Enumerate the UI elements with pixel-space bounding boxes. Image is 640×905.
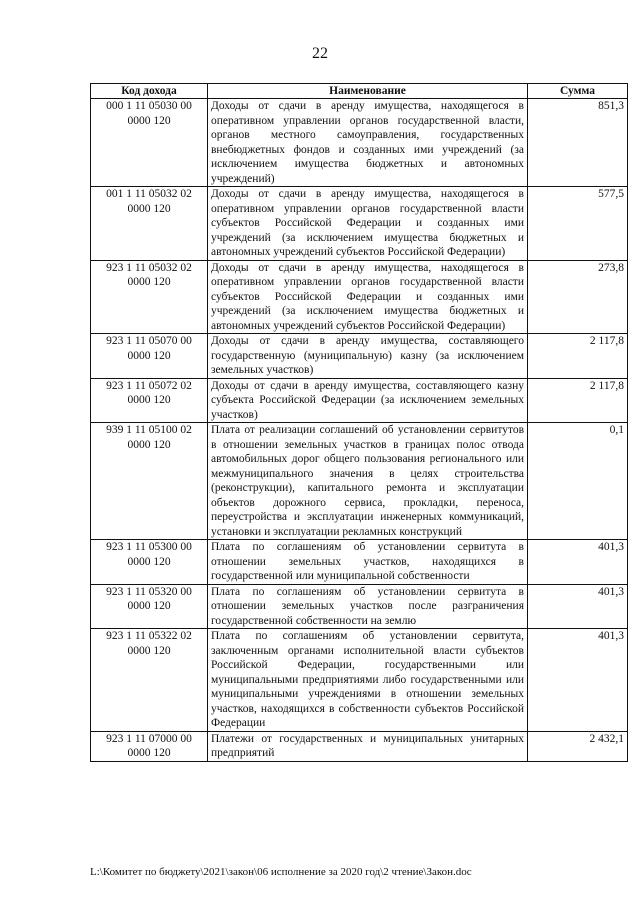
revenue-sum-cell: 401,3 (528, 584, 628, 629)
revenue-name-cell: Плата по соглашениям об установлении сервитута, заключенным органами исполнительной власти субъектов Российской Федерации, государственными или муниципальными предприятиями либо государственными или муниципальными учреждениями в отношении земельных участков, находящихся в собственности субъектов Российской Федерации (208, 629, 528, 732)
revenue-name-cell: Плата от реализации соглашений об установлении сервитутов в отношении земельных участков в границах полос отвода автомобильных дорог общего пользования регионального или межмуниципального значения в целях строительства (реконструкции), капитального ремонта и эксплуатации объектов дорожного сервиса, прокладки, переноса, переустройства и эксплуатации инженерных коммуникаций, установки и эксплуатации рекламных конструкций (208, 423, 528, 540)
revenue-sum-cell: 2 117,8 (528, 334, 628, 379)
revenue-name-cell: Доходы от сдачи в аренду имущества, составляющего государственную (муниципальную) казну (за исключением земельных участков) (208, 334, 528, 379)
revenue-name-cell: Доходы от сдачи в аренду имущества, составляющего казну субъекта Российской Федерации (за исключением земельных участков) (208, 378, 528, 423)
header-sum: Сумма (528, 84, 628, 99)
table-row (91, 334, 628, 379)
revenue-code-cell: 923 1 11 05070 00 0000 120 (91, 334, 208, 379)
table-row (91, 584, 628, 629)
revenue-sum-cell: 0,1 (528, 423, 628, 540)
table-row (91, 99, 628, 187)
header-name: Наименование (208, 84, 528, 99)
revenue-sum-cell: 401,3 (528, 629, 628, 732)
table-row (91, 423, 628, 540)
page-number: 22 (312, 45, 328, 62)
table-row (91, 540, 628, 585)
revenue-table (90, 83, 628, 762)
revenue-code-cell: 923 1 11 05322 02 0000 120 (91, 629, 208, 732)
table-header-row (91, 84, 628, 99)
revenue-name-cell: Плата по соглашениям об установлении сервитута в отношении земельных участков после разграничения государственной собственности на землю (208, 584, 528, 629)
footer-file-path: L:\Комитет по бюджету\2021\закон\06 исполнение за 2020 год\2 чтение\Закон.doc (90, 866, 472, 878)
header-code: Код дохода (91, 84, 208, 99)
revenue-sum-cell: 2 432,1 (528, 731, 628, 761)
revenue-name-cell: Платежи от государственных и муниципальных унитарных предприятий (208, 731, 528, 761)
revenue-name-cell: Плата по соглашениям об установлении сервитута в отношении земельных участков, находящихся в государственной или муниципальной собственности (208, 540, 528, 585)
revenue-name-cell: Доходы от сдачи в аренду имущества, находящегося в оперативном управлении органов государственной власти субъектов Российской Федерации и созданных ими учреждений (за исключением имущества бюджетных и автономных учреждений субъектов Российской Федерации) (208, 187, 528, 261)
revenue-sum-cell: 2 117,8 (528, 378, 628, 423)
revenue-code-cell: 923 1 11 05300 00 0000 120 (91, 540, 208, 585)
revenue-sum-cell: 851,3 (528, 99, 628, 187)
revenue-code-cell: 939 1 11 05100 02 0000 120 (91, 423, 208, 540)
table-row (91, 378, 628, 423)
revenue-name-cell: Доходы от сдачи в аренду имущества, находящегося в оперативном управлении органов государственной власти, органов местного самоуправления, государственных внебюджетных фондов и созданных ими учреждений (за исключением имущества бюджетных и автономных учреждений) (208, 99, 528, 187)
table-row (91, 731, 628, 761)
revenue-code-cell: 923 1 11 05072 02 0000 120 (91, 378, 208, 423)
revenue-code-cell: 923 1 11 07000 00 0000 120 (91, 731, 208, 761)
table-row (91, 629, 628, 732)
revenue-sum-cell: 577,5 (528, 187, 628, 261)
revenue-sum-cell: 401,3 (528, 540, 628, 585)
revenue-name-cell: Доходы от сдачи в аренду имущества, находящегося в оперативном управлении органов государственной власти субъектов Российской Федерации и созданных ими учреждений (за исключением имущества бюджетных и автономных учреждений субъектов Российской Федерации) (208, 260, 528, 334)
revenue-sum-cell: 273,8 (528, 260, 628, 334)
revenue-code-cell: 923 1 11 05320 00 0000 120 (91, 584, 208, 629)
table-row (91, 187, 628, 261)
revenue-code-cell: 000 1 11 05030 00 0000 120 (91, 99, 208, 187)
revenue-code-cell: 001 1 11 05032 02 0000 120 (91, 187, 208, 261)
revenue-code-cell: 923 1 11 05032 02 0000 120 (91, 260, 208, 334)
table-row (91, 260, 628, 334)
